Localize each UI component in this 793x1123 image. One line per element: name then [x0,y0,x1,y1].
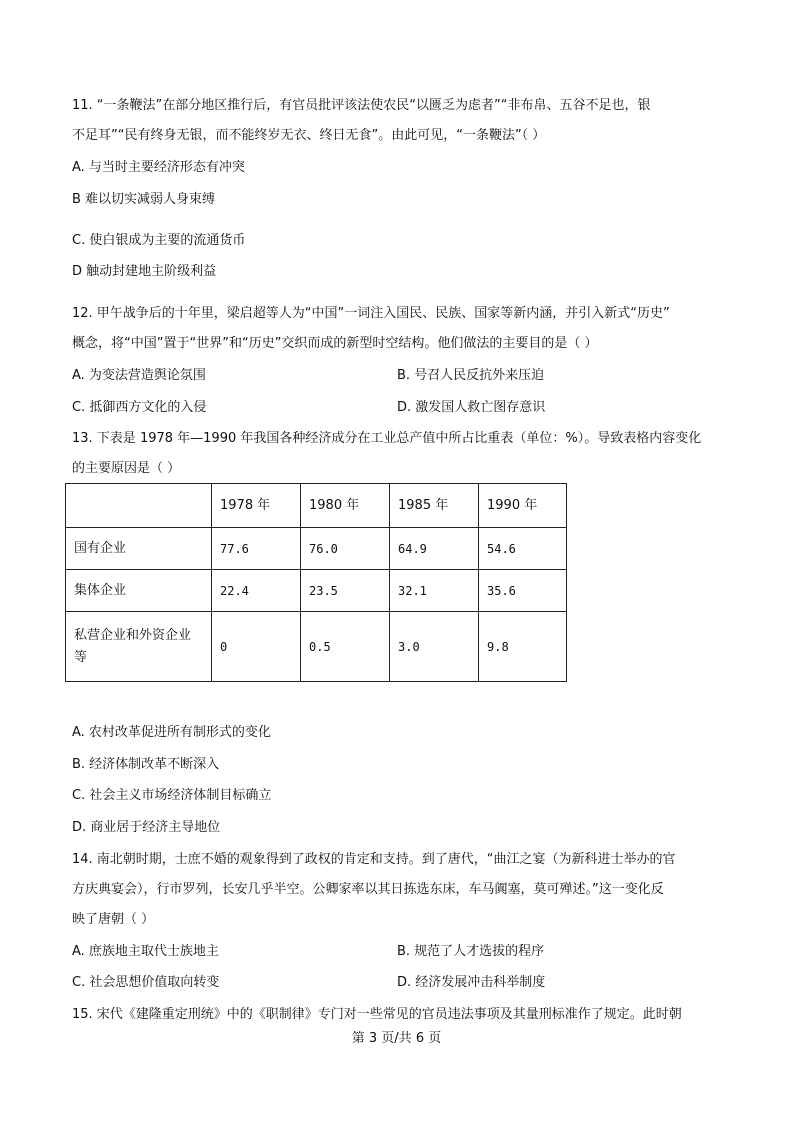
table-row [66,570,567,612]
q13-option-d[interactable]: D. 商业居于经济主导地位 [72,820,221,835]
table-cell: 76.0 [301,528,390,570]
table-header-cell: 1978 年 [212,484,301,528]
q13-stem-line1: 13. 下表是 1978 年—1990 年我国各种经济成分在工业总产值中所占比重表（单位：%）。导致表格内容变化 [72,431,702,446]
q15-stem-line1: 15. 宋代《建隆重定刑统》中的《职制律》专门对一些常见的官员违法事项及其量刑标准作了规定。此时朝 [72,1007,682,1022]
q14-stem-line2: 方庆典宴会），行市罗列，长安几乎半空。公卿家率以其日拣选东床，车马阗塞，莫可殚述。”这一变化反 [72,882,664,897]
table-cell: 0 [212,612,301,682]
q11-stem-line1: 11. “一条鞭法”在部分地区推行后，有官员批评该法使农民“以匮乏为虑者”“非布帛、五谷不足也，银 [72,98,651,113]
q14-option-a[interactable]: A. 庶族地主取代士族地主 [72,944,219,959]
q11-option-c[interactable]: C. 使白银成为主要的流通货币 [72,233,246,248]
table-cell: 77.6 [212,528,301,570]
q12-option-a[interactable]: A. 为变法营造舆论氛围 [72,368,206,383]
table-cell: 32.1 [390,570,479,612]
table-row-label-line2: 等 [74,649,88,665]
table-cell: 9.8 [479,612,567,682]
table-cell: 3.0 [390,612,479,682]
table-cell: 54.6 [479,528,567,570]
q12-stem-line1: 12. 甲午战争后的十年里，梁启超等人为“中国”一词注入国民、民族、国家等新内涵，并引入新式“历史” [72,306,670,321]
table-cell: 23.5 [301,570,390,612]
economy-share-table [65,483,567,682]
q14-option-d[interactable]: D. 经济发展冲击科举制度 [397,975,546,990]
table-cell: 0.5 [301,612,390,682]
table-header-cell [66,484,212,528]
q13-option-a[interactable]: A. 农村改革促进所有制形式的变化 [72,725,271,740]
table-header-cell: 1990 年 [479,484,567,528]
table-header-row [66,484,567,528]
q12-option-c[interactable]: C. 抵御西方文化的入侵 [72,400,207,415]
q11-option-a[interactable]: A. 与当时主要经济形态有冲突 [72,160,245,175]
q11-option-b[interactable]: B 难以切实减弱人身束缚 [72,192,216,207]
table-cell: 64.9 [390,528,479,570]
table-row-label: 集体企业 [66,570,212,612]
page-number-footer: 第 3 页/共 6 页 [351,1031,442,1046]
table-cell: 35.6 [479,570,567,612]
table-row-label-line1: 私营企业和外资企业 [74,627,192,643]
q14-stem-line1: 14. 南北朝时期，士庶不婚的观象得到了政权的肯定和支持。到了唐代，“曲江之宴（为新科进士举办的官 [72,852,676,867]
table-row [66,528,567,570]
table-row [66,612,567,682]
table-header-cell: 1980 年 [301,484,390,528]
table-row-label: 国有企业 [66,528,212,570]
q13-option-b[interactable]: B. 经济体制改革不断深入 [72,757,220,772]
table-header-cell: 1985 年 [390,484,479,528]
q14-option-c[interactable]: C. 社会思想价值取向转变 [72,975,220,990]
q14-option-b[interactable]: B. 规范了人才选拔的程序 [397,944,545,959]
table-cell: 22.4 [212,570,301,612]
table-row-label [66,612,212,682]
q12-option-b[interactable]: B. 号召人民反抗外来压迫 [397,368,545,383]
q13-option-c[interactable]: C. 社会主义市场经济体制目标确立 [72,788,272,803]
q12-option-d[interactable]: D. 激发国人救亡图存意识 [397,400,546,415]
q14-stem-line3: 映了唐朝（ ） [72,912,155,927]
q12-stem-line2: 概念，将“中国”置于“世界”和“历史”交织而成的新型时空结构。他们做法的主要目的是（ ） [72,336,598,351]
q11-stem-line2: 不足耳”“民有终身无银，而不能终岁无衣、终日无食”。由此可见，“一条鞭法”（ ） [72,128,546,143]
q11-option-d[interactable]: D 触动封建地主阶级利益 [72,264,217,279]
q13-stem-line2: 的主要原因是（ ） [72,461,181,476]
